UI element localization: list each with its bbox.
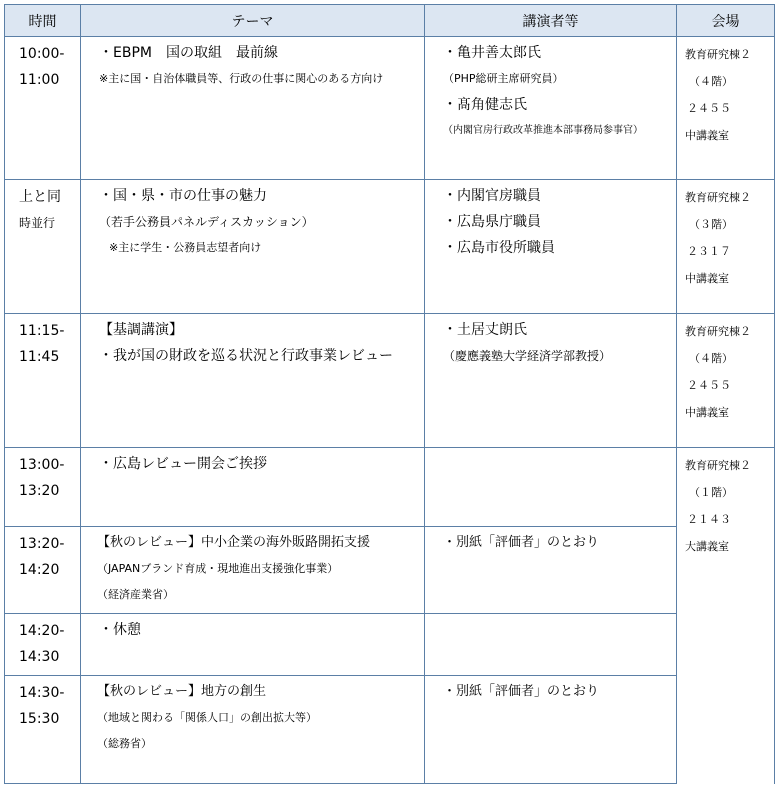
speaker-note: ・別紙「評価者」のとおり (443, 684, 600, 699)
speaker-note: ・別紙「評価者」のとおり (443, 535, 600, 550)
table-row (5, 676, 775, 784)
venue-floor: （４階） (689, 352, 733, 365)
time-start: 14:20- (19, 623, 65, 639)
theme-cell (81, 676, 425, 784)
theme-subtitle: （若手公務員パネルディスカッション） (99, 215, 314, 229)
table-row (5, 180, 775, 314)
speaker-name: ・髙角健志氏 (443, 97, 527, 113)
speaker-cell (425, 37, 677, 180)
venue-floor: （３階） (689, 218, 733, 231)
time-start: 上と同 (19, 189, 61, 205)
time-end: 13:20 (19, 483, 60, 499)
time-cell (5, 314, 81, 448)
venue-building: 教育研究棟２ (685, 191, 751, 204)
time-cell (5, 527, 81, 614)
table-row (5, 448, 775, 527)
theme-title: 【秋のレビュー】中小企業の海外販路開拓支援 (97, 535, 371, 550)
theme-cell (81, 37, 425, 180)
venue-cell (677, 448, 775, 784)
speaker-name: ・広島県庁職員 (443, 214, 541, 230)
speaker-affiliation: （内閣官房行政改革推進本部事務局参事官） (443, 125, 643, 136)
speaker-name: ・土居丈朗氏 (443, 322, 527, 338)
theme-title: ・広島レビュー開会ご挨拶 (99, 456, 267, 472)
time-start: 10:00- (19, 46, 65, 62)
theme-cell (81, 614, 425, 676)
time-cell (5, 614, 81, 676)
theme-title: ・我が国の財政を巡る状況と行政事業レビュー (99, 348, 393, 364)
venue-building: 教育研究棟２ (685, 48, 751, 61)
venue-building: 教育研究棟２ (685, 325, 751, 338)
time-end: 14:20 (19, 562, 60, 578)
theme-title: ・休憩 (99, 622, 141, 638)
venue-room-name: 大講義室 (685, 540, 729, 553)
speaker-affiliation: （PHP総研主席研究員） (443, 72, 564, 85)
theme-note: ※主に国・自治体職員等、行政の仕事に関心のある方向け (99, 72, 384, 85)
header-row (5, 5, 775, 37)
venue-cell (677, 314, 775, 448)
time-end: 11:00 (19, 72, 60, 88)
time-cell (5, 676, 81, 784)
theme-cell (81, 448, 425, 527)
theme-label: 【基調講演】 (99, 322, 183, 338)
time-end: 15:30 (19, 711, 60, 727)
header-theme: テーマ (81, 5, 425, 37)
theme-subtitle: （地域と関わる「関係人口」の創出拡大等） (97, 711, 317, 724)
time-start: 13:20- (19, 536, 65, 552)
theme-cell (81, 180, 425, 314)
header-time: 時間 (5, 5, 81, 37)
speaker-cell (425, 314, 677, 448)
table-row (5, 37, 775, 180)
venue-floor: （４階） (689, 75, 733, 88)
speaker-cell (425, 676, 677, 784)
schedule-table (4, 4, 775, 784)
speaker-name: ・亀井善太郎氏 (443, 45, 541, 61)
theme-subtitle: （JAPANブランド育成・現地進出支援強化事業） (97, 562, 339, 575)
venue-floor: （１階） (689, 486, 733, 499)
speaker-cell (425, 448, 677, 527)
header-speaker: 講演者等 (425, 5, 677, 37)
venue-cell (677, 37, 775, 180)
theme-ministry: （経済産業省） (97, 588, 174, 601)
venue-room-number: ２３１７ (687, 245, 731, 258)
theme-title: ・国・県・市の仕事の魅力 (99, 188, 267, 204)
header-venue: 会場 (677, 5, 775, 37)
time-end: 時並行 (19, 216, 56, 230)
speaker-cell (425, 614, 677, 676)
theme-cell (81, 314, 425, 448)
time-cell (5, 37, 81, 180)
time-start: 14:30- (19, 685, 65, 701)
time-end: 14:30 (19, 649, 60, 665)
theme-cell (81, 527, 425, 614)
time-end: 11:45 (19, 349, 60, 365)
venue-room-name: 中講義室 (685, 272, 729, 285)
time-start: 11:15- (19, 323, 65, 339)
speaker-name: ・内閣官房職員 (443, 188, 541, 204)
time-cell (5, 180, 81, 314)
speaker-cell (425, 527, 677, 614)
venue-room-number: ２４５５ (687, 379, 731, 392)
venue-room-number: ２４５５ (687, 102, 731, 115)
table-row (5, 614, 775, 676)
speaker-affiliation: （慶應義塾大学経済学部教授） (443, 349, 612, 363)
venue-room-name: 中講義室 (685, 406, 729, 419)
theme-ministry: （総務省） (97, 737, 152, 750)
theme-title: 【秋のレビュー】地方の創生 (97, 684, 267, 699)
time-start: 13:00- (19, 457, 65, 473)
venue-room-name: 中講義室 (685, 129, 729, 142)
time-cell (5, 448, 81, 527)
table-row (5, 527, 775, 614)
table-row (5, 314, 775, 448)
speaker-name: ・広島市役所職員 (443, 240, 555, 256)
theme-note: ※主に学生・公務員志望者向け (109, 241, 262, 254)
speaker-cell (425, 180, 677, 314)
venue-cell (677, 180, 775, 314)
venue-building: 教育研究棟２ (685, 459, 751, 472)
theme-title: ・EBPM 国の取組 最前線 (99, 45, 278, 61)
venue-room-number: ２１４３ (687, 513, 731, 526)
